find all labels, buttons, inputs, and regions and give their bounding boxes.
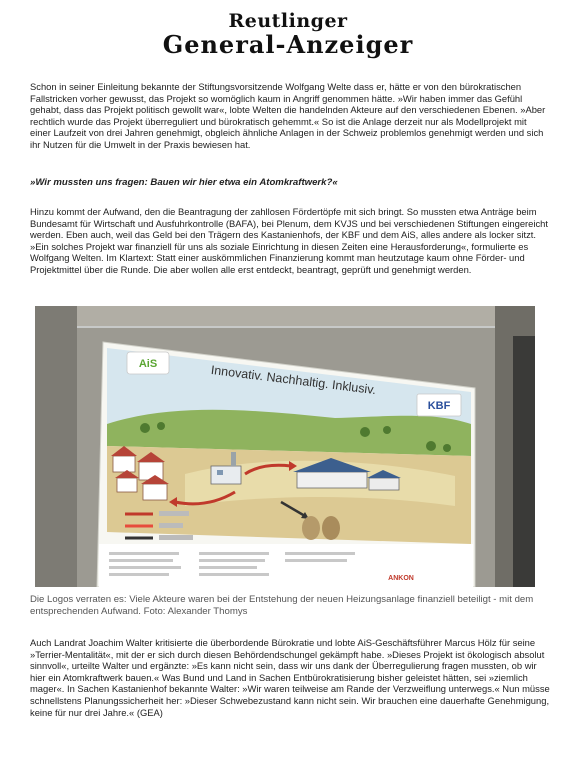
ankon-logo: ANKON <box>388 575 414 582</box>
article-paragraph-1: Schon in seiner Einleitung bekannte der Stiftungsvorsitzende Wolfgang Welte dass er, hätte er von den bürokratischen Fallstricken vorher gewusst, das Projekt so womöglich kaum in Angriff genommen hätte. »Wir haben immer das Gefühl gehabt, dass das Projekt politisch gewollt war«, lobte Welten die handelnden Akteure auf den verschiedenen Ebenen. »Aber rechtlich wurde das Projekt überreguliert und bürokratisch gehemmt.« So ist die Anlage derzeit nur als Modellprojekt mit einer Laufzeit von drei Jahren genehmigt, obgleich ähnliche Anlagen in der Schweiz problemlos genehmigt werden und sich ihr Nutzen für die Umwelt in der Praxis bewiesen hat. <box>30 81 546 150</box>
article-photo[interactable] <box>35 306 535 587</box>
masthead-line1: Reutlinger <box>228 10 348 32</box>
kbf-logo <box>417 394 461 416</box>
article-paragraph-2: Hinzu kommt der Aufwand, den die Beantragung der zahllosen Fördertöpfe mit sich bringt. So mussten etwa Anträge beim Bundesamt für Wirtschaft und Ausfuhrkontrolle (BAFA), bei Plenum, dem KVJS und bei verschiedenen Stiftungen eingereicht werden. Eben auch, weil das Geld bei den Trägern des Kastanienhofs, der KBF und dem AiS, alles andere als locker sitzt. »Ein solches Projekt war finanziell für uns als soziale Einrichtung in diesen Zeiten eine Herausforderung«, formulierte es Wolfgang Welten. Im Klartext: Statt einer auskömmlichen Finanzierung kommt man heutzutage kaum ohne Förder- und Projektmittel über die Runde. Die aber wollen alle erst entdeckt, beantragt, geprüft und genehmigt werden. <box>30 206 548 275</box>
article-subheading: »Wir mussten uns fragen: Bauen wir hier etwa ein Atomkraftwerk?« <box>30 177 338 188</box>
photo-caption: Die Logos verraten es: Viele Akteure waren bei der Entstehung der neuen Heizungsanlage finanziell beteiligt - mit dem entsprechenden Aufwand. Foto: Alexander Thomys <box>30 594 534 617</box>
masthead-line2: General-Anzeiger <box>162 30 414 59</box>
photo-illustration <box>35 306 535 587</box>
article-paragraph-3: Auch Landrat Joachim Walter kritisierte die überbordende Bürokratie und lobte AiS-Geschäftsführer Marcus Hölz für seine »Terrier-Mentalität«, mit der er sich durch diesen Behördendschungel gekämpft habe. »Dieses Projekt ist ökologisch absolut sinnvoll«, urteilte Walter und ergänzte: »Es kann nicht sein, dass wir uns dank der Überregulierung fragen mussten, ob wir hier ein Atomkraftwerk bauen.« Was Bund und Land in Sachen Entbürokratisierung bisher geleistet hätten, sei »ziemlich mager«. In Sachen Kastanienhof bekannte Walter: »Wir waren teilweise am Rande der Verzweiflung unterwegs.« Nun müsse schnellstens Planungssicherheit her: »Dieser Schwebezustand kann nicht sein. Wir brauchen eine dauerhafte Genehmigung, keine für nur drei Jahre.« (GEA) <box>30 637 550 718</box>
ais-logo-text: AiS <box>138 358 158 370</box>
board-slogan: Innovativ. Nachhaltig. Inklusiv. <box>210 362 377 398</box>
kbf-logo-text: KBF <box>427 400 451 412</box>
ais-logo <box>127 352 169 374</box>
masthead-logo[interactable] <box>0 10 576 58</box>
